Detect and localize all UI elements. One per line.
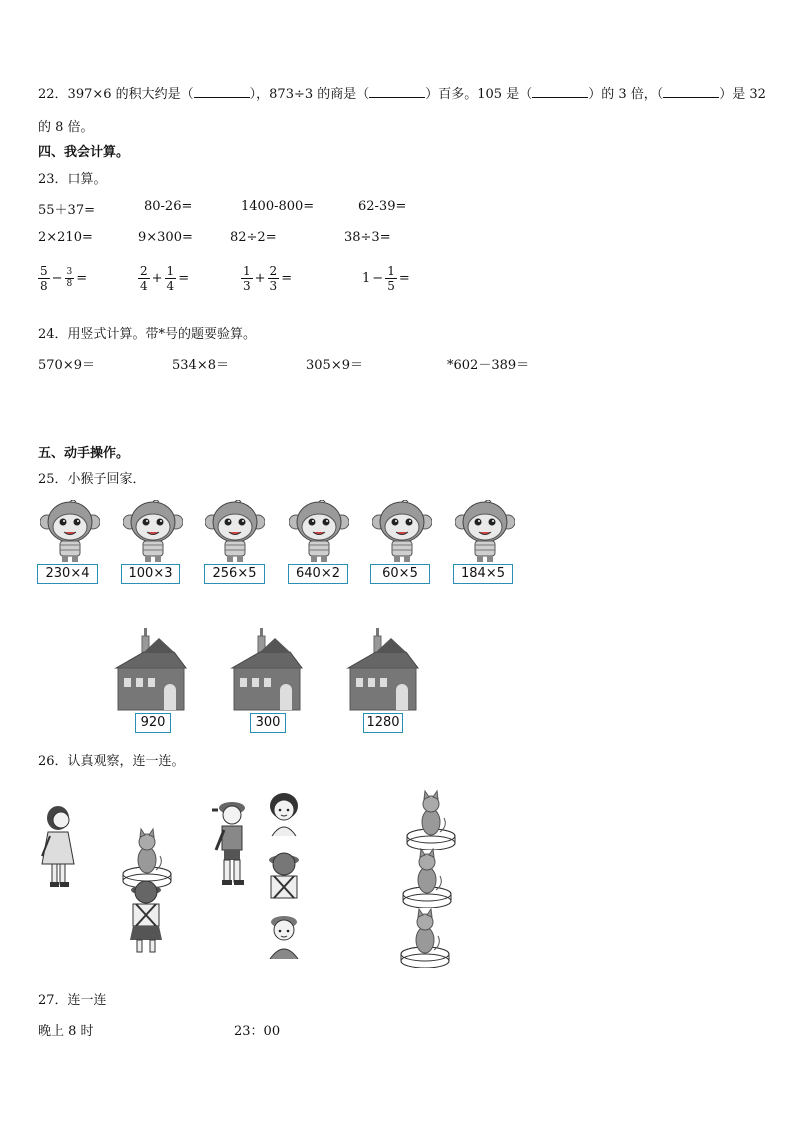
q23-r1-c2: 80-26=: [144, 199, 193, 214]
house-icon-3: [346, 628, 420, 712]
house-label-1[interactable]: 920: [135, 713, 171, 733]
q23-fraction-4: 1 − $\frac{1}{5}$ =: [362, 264, 410, 293]
question-27-title: 27．连一连: [38, 993, 107, 1008]
monkey-label-3[interactable]: 256×5: [204, 564, 265, 584]
monkey-icon-2: [123, 500, 183, 562]
q24-item-2: 534×8＝: [172, 358, 229, 373]
q22-blank-2[interactable]: [369, 85, 425, 98]
cat-back-view-icon: [402, 844, 452, 908]
house-icon-2: [230, 628, 304, 712]
question-26-title: 26．认真观察，连一连。: [38, 754, 185, 769]
q23-r1-c1: 55＋37=: [38, 203, 95, 218]
q23-r2-c1: 2×210=: [38, 230, 93, 245]
cat-front-view-icon: [400, 904, 450, 968]
monkey-icon-1: [40, 500, 100, 562]
question-23-title: 23．口算。: [38, 172, 107, 187]
boy-cap-side-view-icon: [210, 800, 256, 888]
boy-back-view-icon: [126, 880, 166, 956]
monkey-label-5[interactable]: 60×5: [370, 564, 430, 584]
question-22-line1: [38, 83, 766, 102]
monkey-icon-3: [205, 500, 265, 562]
cat-pedestal-icon: [122, 824, 172, 888]
monkey-label-2[interactable]: 100×3: [121, 564, 180, 584]
house-label-3[interactable]: 1280: [363, 713, 403, 733]
q23-fraction-2: $\frac{2}{4}$ + $\frac{1}{4}$ =: [140, 264, 190, 293]
girl-front-view-icon: [266, 792, 302, 838]
q23-fraction-1: $\frac{5}{8}$ − $\frac{3}{8}$ =: [40, 264, 88, 293]
q22-part2: ），873÷3 的商是（: [249, 87, 370, 102]
q22-blank-4[interactable]: [663, 85, 719, 98]
monkey-label-1[interactable]: 230×4: [37, 564, 98, 584]
question-25-title: 25．小猴子回家．: [38, 472, 146, 487]
house-label-2[interactable]: 300: [250, 713, 286, 733]
q23-r2-c4: 38÷3=: [344, 230, 391, 245]
house-icon-1: [114, 628, 188, 712]
q23-fraction-3: $\frac{1}{3}$ + $\frac{2}{3}$ =: [243, 264, 293, 293]
boy-cap-front-view-icon: [266, 913, 302, 961]
monkey-label-4[interactable]: 640×2: [288, 564, 348, 584]
q22-blank-3[interactable]: [532, 85, 588, 98]
q24-item-3: 305×9＝: [306, 358, 363, 373]
section-5-heading: 五、动手操作。: [38, 446, 130, 461]
monkey-icon-4: [289, 500, 349, 562]
q27-right-item[interactable]: 23：00: [234, 1024, 281, 1039]
monkey-icon-5: [372, 500, 432, 562]
q24-item-4: *602－389＝: [447, 358, 530, 373]
q23-r1-c3: 1400-800=: [241, 199, 315, 214]
girl-side-view-icon: [36, 804, 80, 890]
question-24-title: 24．用竖式计算。带*号的题要验算。: [38, 327, 257, 342]
q22-part3: ）百多。105 是（: [425, 87, 533, 102]
q22-part5: ）是 32: [719, 87, 766, 102]
q22-part4: ）的 3 倍，（: [588, 87, 664, 102]
q27-left-item[interactable]: 晚上 8 时: [38, 1024, 94, 1039]
q23-r1-c4: 62-39=: [358, 199, 407, 214]
question-22-line2: 的 8 倍。: [38, 120, 94, 135]
section-4-heading: 四、我会计算。: [38, 145, 130, 160]
boy-back-head-icon: [266, 850, 302, 902]
q23-r2-c2: 9×300=: [138, 230, 193, 245]
monkey-label-6[interactable]: 184×5: [453, 564, 513, 584]
q22-part1: 22．397×6 的积大约是（: [38, 87, 194, 102]
monkey-icon-6: [455, 500, 515, 562]
cat-side-view-icon: [406, 786, 456, 850]
q23-r2-c3: 82÷2=: [230, 230, 277, 245]
q24-item-1: 570×9＝: [38, 358, 95, 373]
q22-blank-1[interactable]: [194, 85, 250, 98]
